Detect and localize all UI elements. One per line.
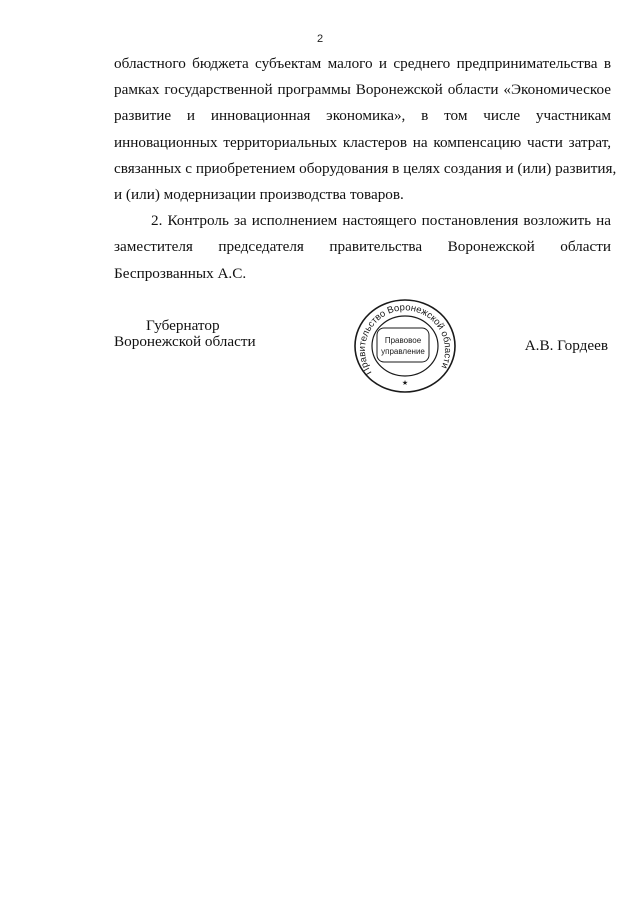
seal-outer-text: Правительство Воронежской области <box>356 302 454 377</box>
paragraph-1-line: инновационных территориальных кластеров на компенсацию части затрат, <box>114 133 611 151</box>
official-seal <box>346 298 464 394</box>
paragraph-1-line: рамках государственной программы Воронежской области «Экономическое <box>114 81 611 99</box>
signatory-title-line1: Губернатор <box>146 317 220 334</box>
paragraph-1-line: связанных с приобретением оборудования в целях создания и (или) развития, <box>114 159 617 177</box>
signatory-title-line2: Воронежской области <box>114 333 256 350</box>
seal-inner-ring <box>372 316 438 376</box>
seal-inner-line2: управление <box>381 347 425 356</box>
document-body <box>114 51 617 287</box>
page-number: 2 <box>316 33 324 45</box>
seal-inner-box <box>377 328 429 362</box>
seal-inner-line1: Правовое <box>384 336 422 345</box>
paragraph-1-line: областного бюджета субъектам малого и среднего предпринимательства в <box>114 55 611 72</box>
paragraph-1-last-line: и (или) модернизации производства товаров. <box>114 186 404 204</box>
paragraph-1-line: развитие и инновационная экономика», в том числе участникам <box>114 107 611 125</box>
signatory-name: А.В. Гордеев <box>524 337 608 354</box>
paragraph-2-line: 2. Контроль за исполнением настоящего постановления возложить на <box>151 212 611 230</box>
paragraph-2-last-line: Беспрозванных А.С. <box>114 264 247 282</box>
seal-star-icon: ★ <box>401 379 409 387</box>
paragraph-2-line: заместителя председателя правительства Воронежской области <box>114 238 611 256</box>
